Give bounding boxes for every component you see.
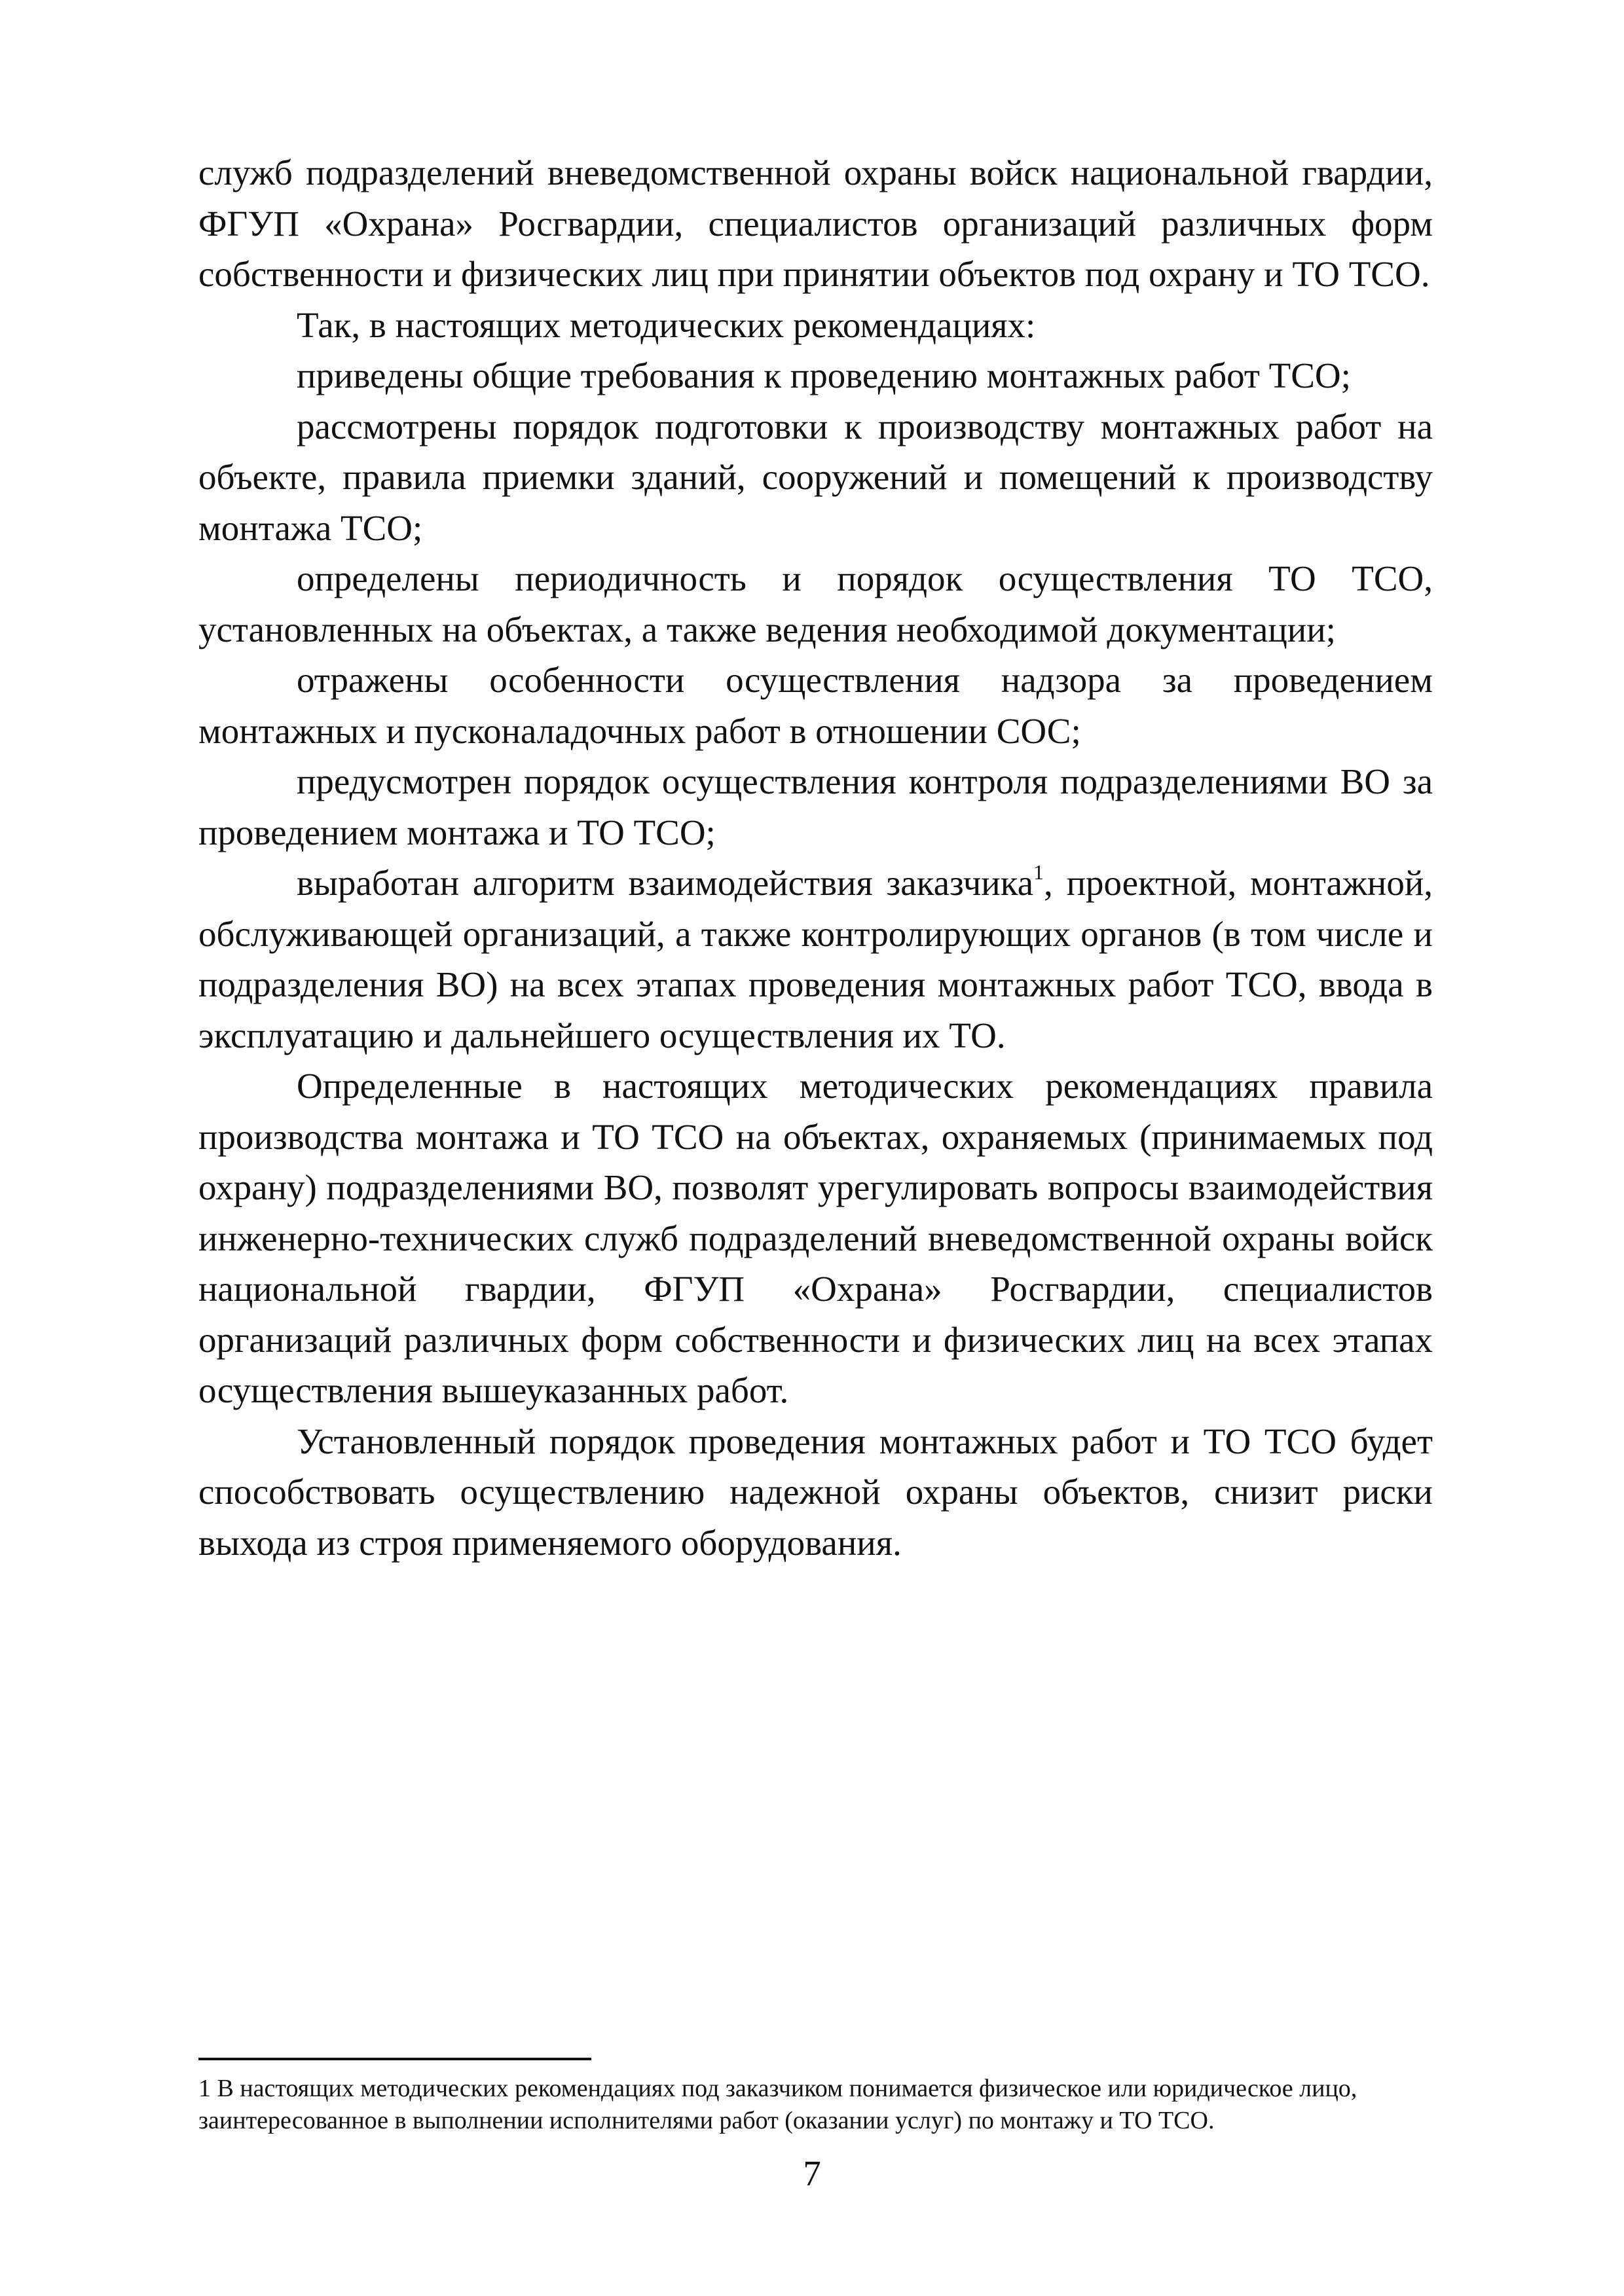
list-paragraph: отражены особенности осуществления надзора за проведением монтажных и пусконаладочных работ в отношении СОС; bbox=[198, 660, 1433, 751]
footnote-reference[interactable]: 1 bbox=[1033, 860, 1044, 884]
paragraph-text: выработан алгоритм взаимодействия заказчика bbox=[297, 863, 1034, 903]
list-paragraph: приведены общие требования к проведению монтажных работ ТСО; bbox=[297, 355, 1351, 395]
list-paragraph: предусмотрен порядок осуществления контроля подразделениями ВО за проведением монтажа и ТО ТСО; bbox=[198, 761, 1433, 852]
footnote: 1 В настоящих методических рекомендациях под заказчиком понимается физическое или юридическое лицо, заинтересованное в выполнении исполнителями работ (оказании услуг) по монтажу и ТО ТСО. bbox=[198, 2075, 1357, 2134]
paragraph: Определенные в настоящих методических рекомендациях правила производства монтажа и ТО ТСО на объектах, охраняемых (принимаемых под охрану) подразделениями ВО, позволят урегулировать вопросы взаимодействия инженерно-технических служб подразделений вневедомственной охраны войск национальной гвардии, ФГУП «Охрана» Росгвардии, специалистов организаций различных форм собственности и физических лиц на всех этапах осуществления вышеуказанных работ. bbox=[198, 1066, 1433, 1410]
page-number: 7 bbox=[803, 2153, 821, 2193]
footnote-separator bbox=[198, 2058, 591, 2060]
list-paragraph: рассмотрены порядок подготовки к производству монтажных работ на объекте, правила приемки зданий, сооружений и помещений к производству монтажа ТСО; bbox=[198, 406, 1433, 548]
body-text bbox=[198, 147, 1433, 1568]
paragraph: Установленный порядок проведения монтажных работ и ТО ТСО будет способствовать осуществлению надежной охраны объектов, снизит риски выхода из строя применяемого оборудования. bbox=[198, 1421, 1433, 1563]
paragraph: служб подразделений вневедомственной охраны войск национальной гвардии, ФГУП «Охрана» Росгвардии, специалистов организаций различных форм собственности и физических лиц при принятии объектов под охрану и ТО ТСО. bbox=[198, 153, 1433, 294]
paragraph: Так, в настоящих методических рекомендациях: bbox=[297, 304, 1036, 345]
paragraph-text: , проектной, монтажной, обслуживающей организаций, а также контролирующих органов (в том числе и подразделения ВО) на всех этапах проведения монтажных работ ТСО, ввода в эксплуатацию и дальнейшего осуществления их ТО. bbox=[198, 863, 1433, 1055]
list-paragraph bbox=[198, 858, 1433, 1061]
list-paragraph: определены периодичность и порядок осуществления ТО ТСО, установленных на объектах, а также ведения необходимой документации; bbox=[198, 558, 1433, 649]
